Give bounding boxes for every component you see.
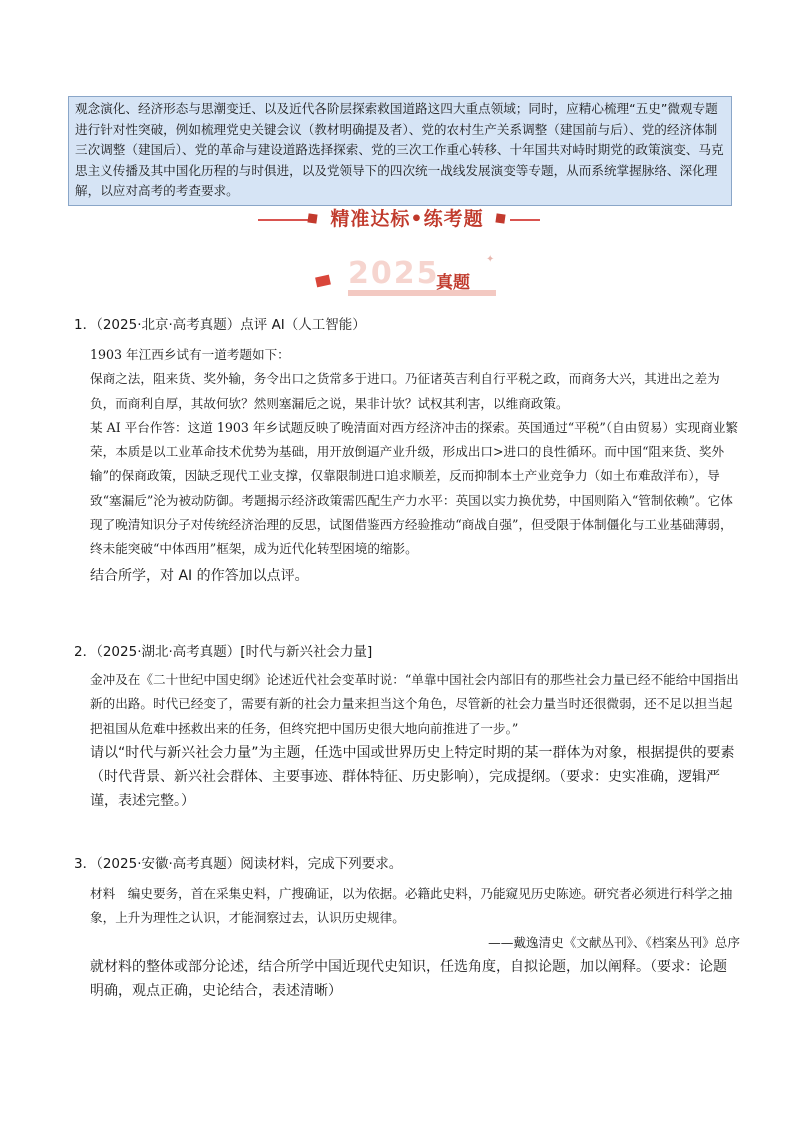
question-1 (74, 315, 740, 588)
sparkle-icon: ✦ (486, 254, 495, 265)
question-header (74, 315, 740, 335)
question-2 (74, 642, 740, 813)
question-source: （2025·北京·高考真题）点评 AI（人工智能） (96, 317, 366, 333)
question-material (90, 668, 740, 741)
question-number: 2． (74, 644, 97, 660)
intro-summary-box (68, 96, 732, 206)
material-line: 某 AI 平台作答：这道 1903 年乡试题反映了晚清面对西方经济冲击的探索。英国通过“平税”（自由贸易）实现商业繁荣，本质是以工业革命技术优势为基础，用开放倒逼产业升级，形成出口>进口的良性循环。而中国“阻来货、奖外输”的保商政策，因缺乏现代工业支撑，仅靠限制进口追求顺差，反而抑制本土产业竞争力（如土布难敌洋布），导致“塞漏卮”沦为被动防御。考题揭示经济政策需匹配生产力水平：英国以实力换优势，中国则陷入“管制依赖”。它体现了晚清知识分子对传统经济治理的反思，试图借鉴西方经验推动“商战自强”，但受限于体制僵化与工业基础薄弱，终未能突破“中体西用”框架，成为近代化转型困境的缩影。 (90, 419, 739, 557)
badge-year: 2025 (348, 256, 440, 291)
material-line: 保商之法，阻来货、奖外输，务令出口之货常多于进口。乃征诸英吉利自行平税之政，而商务大兴，其进出之差为负，而商利自厚，其故何欤？然则塞漏卮之说，果非计欤？试权其利害，以维商政策。 (90, 371, 720, 411)
question-number: 1． (74, 317, 97, 333)
question-source: （2025·湖北·高考真题）[时代与新兴社会力量] (96, 644, 373, 660)
section-title: 精准达标•练考题 (330, 208, 484, 230)
banner-square-left-icon (307, 213, 317, 223)
intro-text: 观念演化、经济形态与思潮变迁、以及近代各阶层探索救国道路这四大重点领域；同时，应精心梳理“五史”微观专题进行针对性突破，例如梳理党史关键会议（教材明确提及者）、党的农村生产关系调整（建国前与后）、党的经济体制三次调整（建国后）、党的革命与建设道路选择探索、党的三次工作重心转移、十年国共对峙时期党的政策演变、马克思主义传播及其中国化历程的与时俱进，以及党领导下的四次统一战线发展演变等专题，从而系统掌握脉络、深化理解，以应对高考的考查要求。 (75, 101, 724, 198)
flag-icon (315, 275, 331, 288)
year-badge (308, 254, 498, 298)
question-source: （2025·安徽·高考真题）阅读材料，完成下列要求。 (96, 856, 403, 872)
question-3 (74, 854, 740, 1003)
section-banner (0, 203, 794, 233)
badge-suffix: 真题 (436, 273, 470, 293)
material-line: 金冲及在《二十世纪中国史纲》论述近代社会变革时说：“单靠中国社会内部旧有的那些社会力量已经不能给中国指出新的出路。时代已经变了，需要有新的社会力量来担当这个角色，尽管新的社会力量当时还很微弱，还不足以担当起把祖国从危难中拯救出来的任务，但终究把中国历史很大地向前推进了一步。” (90, 672, 739, 736)
question-prompt: 结合所学，对 AI 的作答加以点评。 (90, 567, 309, 584)
question-material (90, 343, 740, 562)
banner-line-right (510, 219, 540, 221)
material-line: 材料 编史要务，首在采集史料，广搜确证，以为依据。必籍此史料，乃能窥见历史陈迹。研究者必须进行科学之抽象，上升为理性之认识，才能洞察过去，认识历史规律。 (90, 886, 733, 926)
banner-square-right-icon (495, 213, 505, 223)
question-header (74, 854, 740, 874)
question-material (90, 882, 740, 931)
question-number: 3． (74, 856, 97, 872)
material-line: 1903 年江西乡试有一道考题如下： (90, 347, 290, 362)
question-prompt: 请以“时代与新兴社会力量”为主题，任选中国或世界历史上特定时期的某一群体为对象，根据提供的要素（时代背景、新兴社会群体、主要事迹、群体特征、历史影响），完成提纲。（要求：史实准确，逻辑严谨，表述完整。） (90, 744, 735, 809)
question-header (74, 642, 740, 662)
material-source: ——戴逸清史《文献丛刊》、《档案丛刊》总序 (488, 934, 740, 950)
question-prompt: 就材料的整体或部分论述，结合所学中国近现代史知识，任选角度，自拟论题，加以阐释。（要求：论题明确，观点正确，史论结合，表述清晰） (90, 958, 727, 999)
